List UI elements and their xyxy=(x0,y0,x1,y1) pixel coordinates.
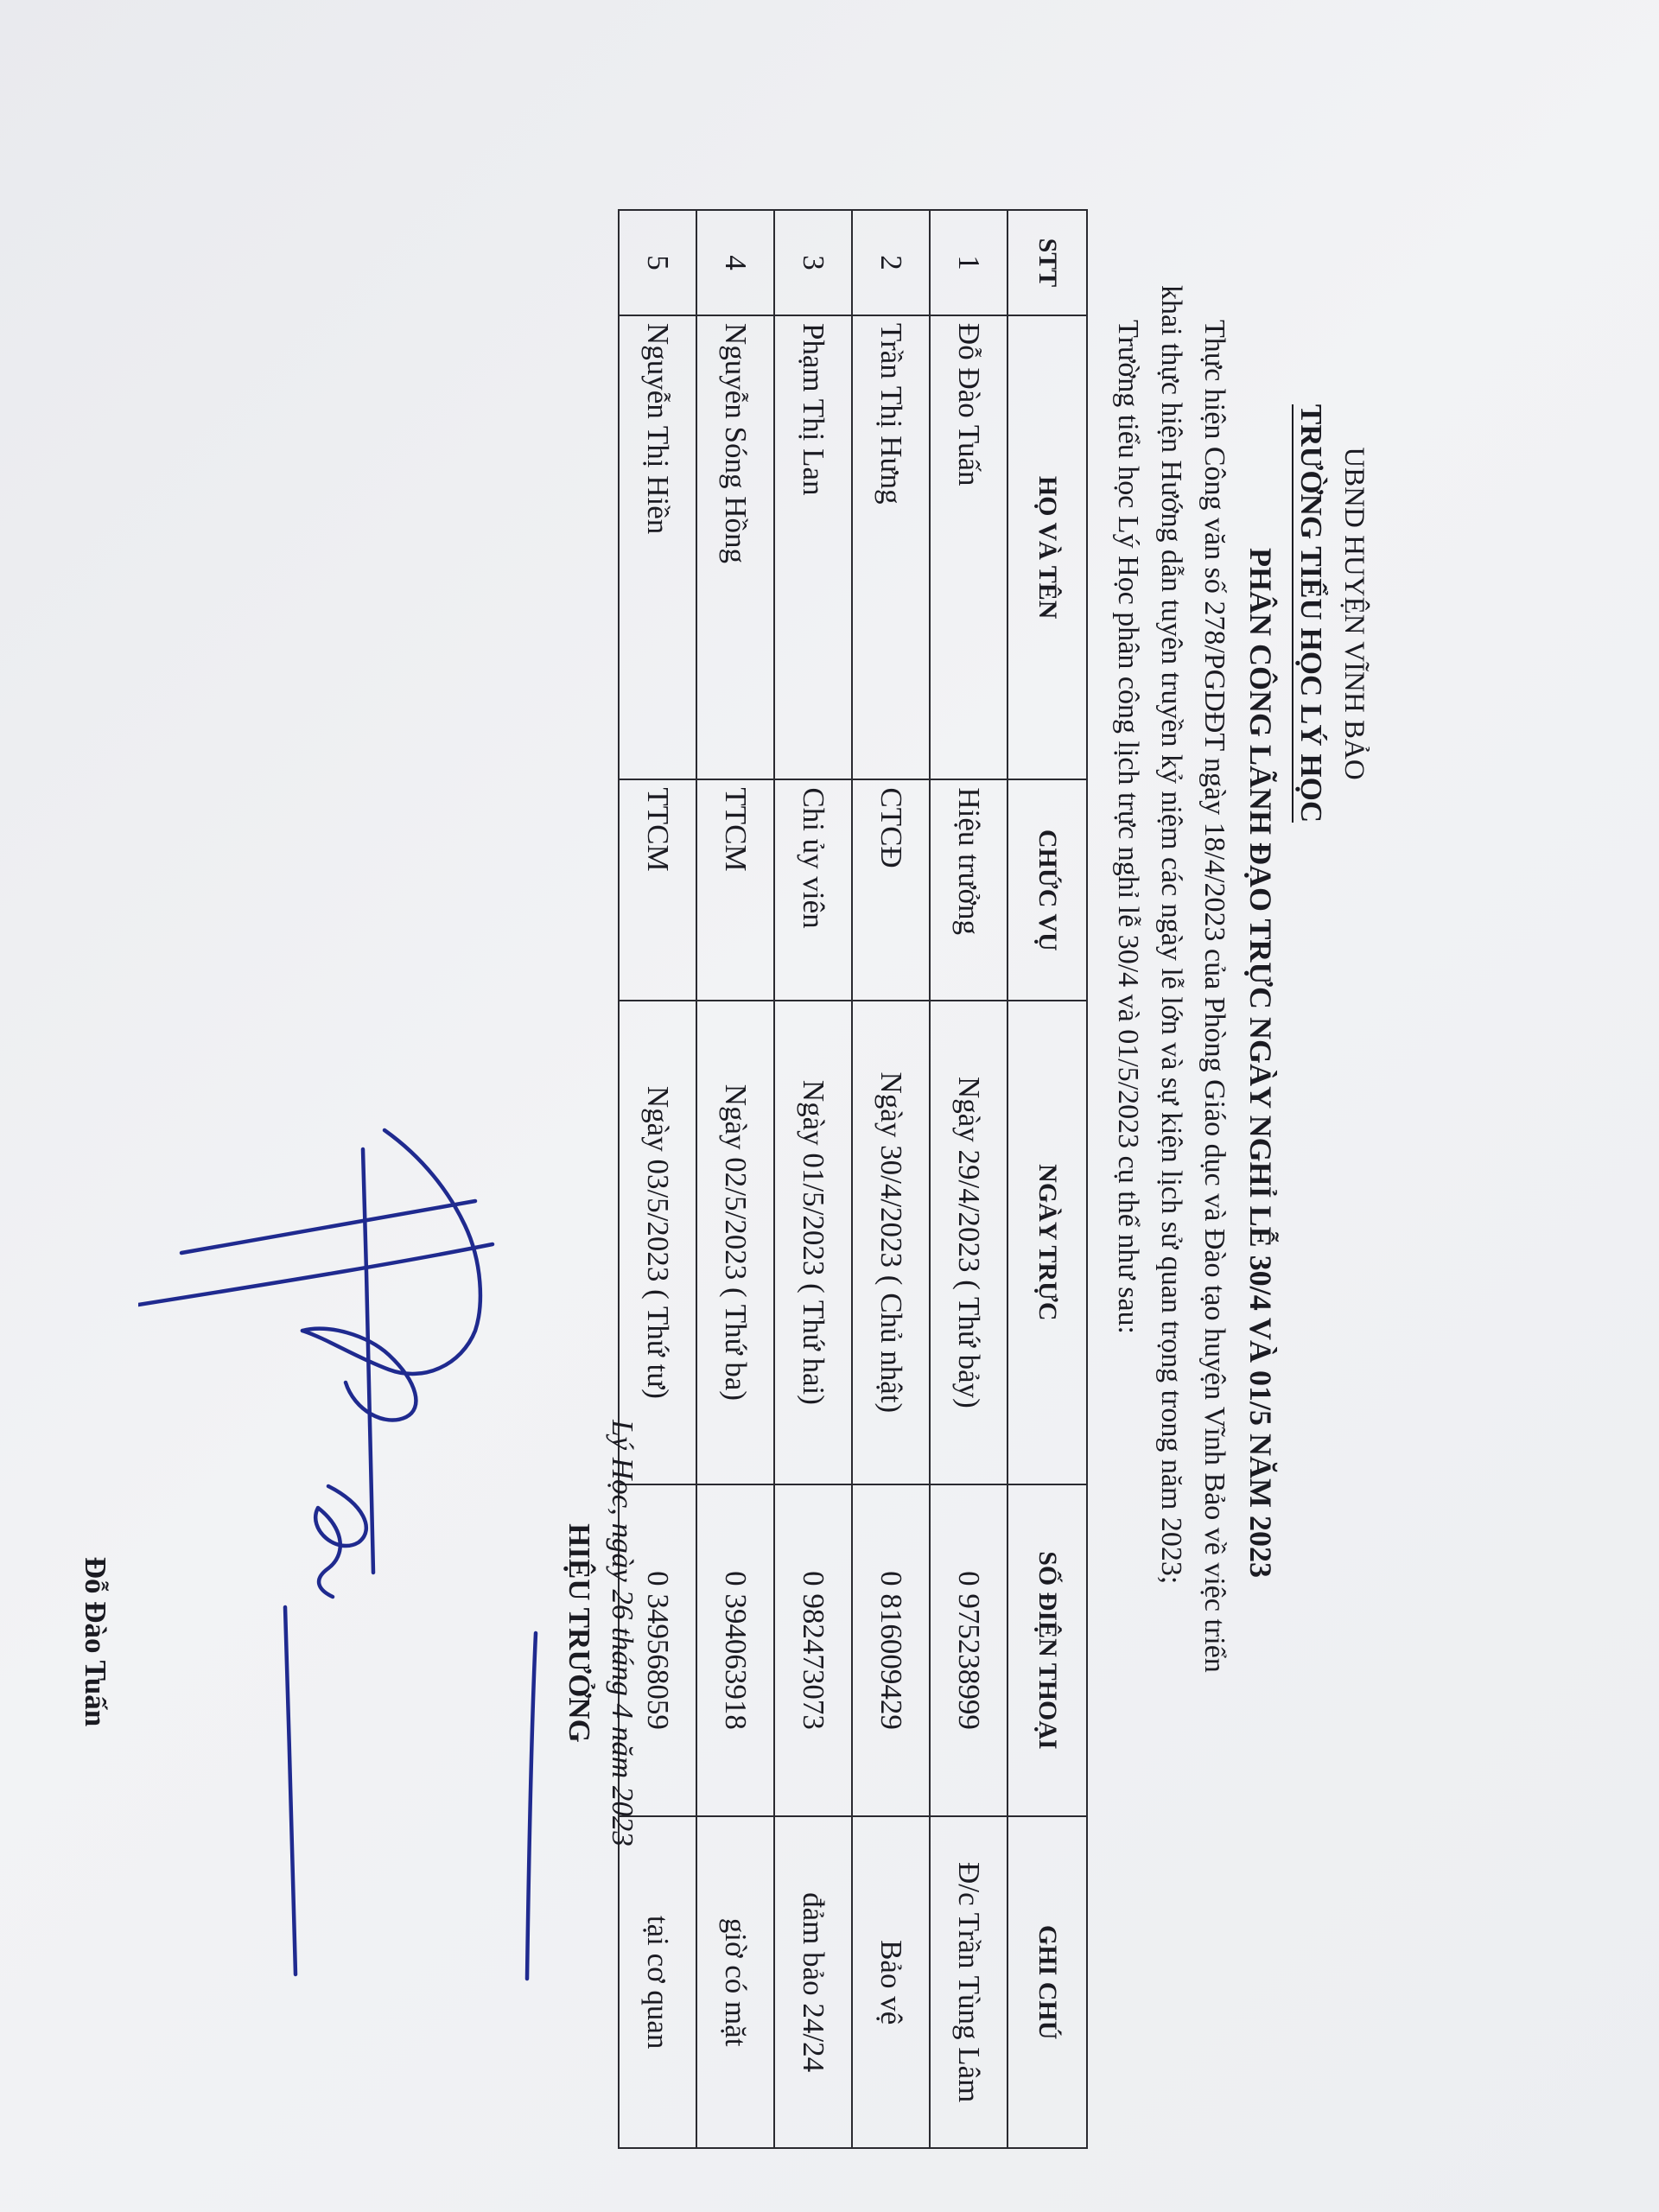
cell-name: Nguyễn Thị Hiền xyxy=(619,315,696,779)
school-name-text: TRƯỜNG TIỂU HỌC LÝ HỌC xyxy=(1292,404,1328,823)
cell-date: Ngày 30/4/2023 ( Chủ nhật) xyxy=(852,1001,930,1484)
cell-note: giờ có mặt xyxy=(696,1816,774,2148)
cell-phone: 0 816009429 xyxy=(852,1484,930,1817)
table-row xyxy=(774,210,852,2148)
cell-name: Trần Thị Hưng xyxy=(852,315,930,779)
cell-note: Đ/c Trần Tùng Lâm xyxy=(930,1816,1007,2148)
cell-date: Ngày 02/5/2023 ( Thứ ba) xyxy=(696,1001,774,1484)
intro-line-2: khai thực hiện Hướng dẫn tuyên truyền kỷ niệm các ngày lễ lớn và sự kiện lịch sử quan trọng trong năm 2023; xyxy=(1155,285,1187,1585)
cell-note: Bảo vệ xyxy=(852,1816,930,2148)
cell-date: Ngày 01/5/2023 ( Thứ hai) xyxy=(774,1001,852,1484)
header-position: CHỨC VỤ xyxy=(1007,779,1087,1001)
header-phone: SỐ ĐIỆN THOẠI xyxy=(1007,1484,1087,1817)
cell-stt: 2 xyxy=(852,210,930,315)
cell-name: Nguyễn Sóng Hồng xyxy=(696,315,774,779)
cell-position: Chi ủy viên xyxy=(774,779,852,1001)
cell-stt: 1 xyxy=(930,210,1007,315)
school-name xyxy=(1294,302,1328,925)
signer-name: Đỗ Đào Tuấn xyxy=(79,1556,112,1727)
cell-phone: 0 975238999 xyxy=(930,1484,1007,1817)
cell-phone: 0 349568059 xyxy=(619,1484,696,1817)
handwritten-signature xyxy=(138,1123,544,1987)
cell-phone: 0 982473073 xyxy=(774,1484,852,1817)
cell-note: tại cơ quan xyxy=(619,1816,696,2148)
header-date: NGÀY TRỰC xyxy=(1007,1001,1087,1484)
header-name: HỌ VÀ TÊN xyxy=(1007,315,1087,779)
header-stt: STT xyxy=(1007,210,1087,315)
cell-stt: 4 xyxy=(696,210,774,315)
intro-line-1: Thực hiện Công văn số 278/PGDĐT ngày 18/4/2023 của Phòng Giáo dục và Đào tạo huyện Vĩnh Bảo về việc triển xyxy=(1198,320,1230,1673)
intro-line-3: Trường tiểu học Lý Học phân công lịch trực nghỉ lễ 30/4 và 01/5/2023 cụ thể như sau: xyxy=(1112,320,1144,1334)
cell-note: đảm bảo 24/24 xyxy=(774,1816,852,2148)
cell-date: Ngày 03/5/2023 ( Thứ tư) xyxy=(619,1001,696,1484)
org-name: UBND HUYỆN VĨNH BẢO xyxy=(1338,447,1370,780)
cell-position: TTCM xyxy=(619,779,696,1001)
table-row xyxy=(696,210,774,2148)
table-header-row xyxy=(1007,210,1087,2148)
cell-stt: 5 xyxy=(619,210,696,315)
signing-date: Lý Học, ngày 26 tháng 4 năm 2023 xyxy=(606,1420,639,1847)
cell-stt: 3 xyxy=(774,210,852,315)
cell-date: Ngày 29/4/2023 ( Thứ bảy) xyxy=(930,1001,1007,1484)
cell-name: Phạm Thị Lan xyxy=(774,315,852,779)
signature-strokes xyxy=(138,1130,536,1979)
document-title: PHÂN CÔNG LÃNH ĐẠO TRỰC NGÀY NGHỈ LỄ 30/4 VÀ 01/5 NĂM 2023 xyxy=(1243,547,1278,1579)
table-row xyxy=(930,210,1007,2148)
header-note: GHI CHÚ xyxy=(1007,1816,1087,2148)
cell-position: CTCĐ xyxy=(852,779,930,1001)
cell-phone: 0 394063918 xyxy=(696,1484,774,1817)
cell-name: Đỗ Đào Tuấn xyxy=(930,315,1007,779)
signer-title: HIỆU TRƯỞNG xyxy=(563,1523,596,1743)
table-row xyxy=(852,210,930,2148)
cell-position: TTCM xyxy=(696,779,774,1001)
cell-position: Hiệu trưởng xyxy=(930,779,1007,1001)
duty-table xyxy=(618,209,1088,2149)
